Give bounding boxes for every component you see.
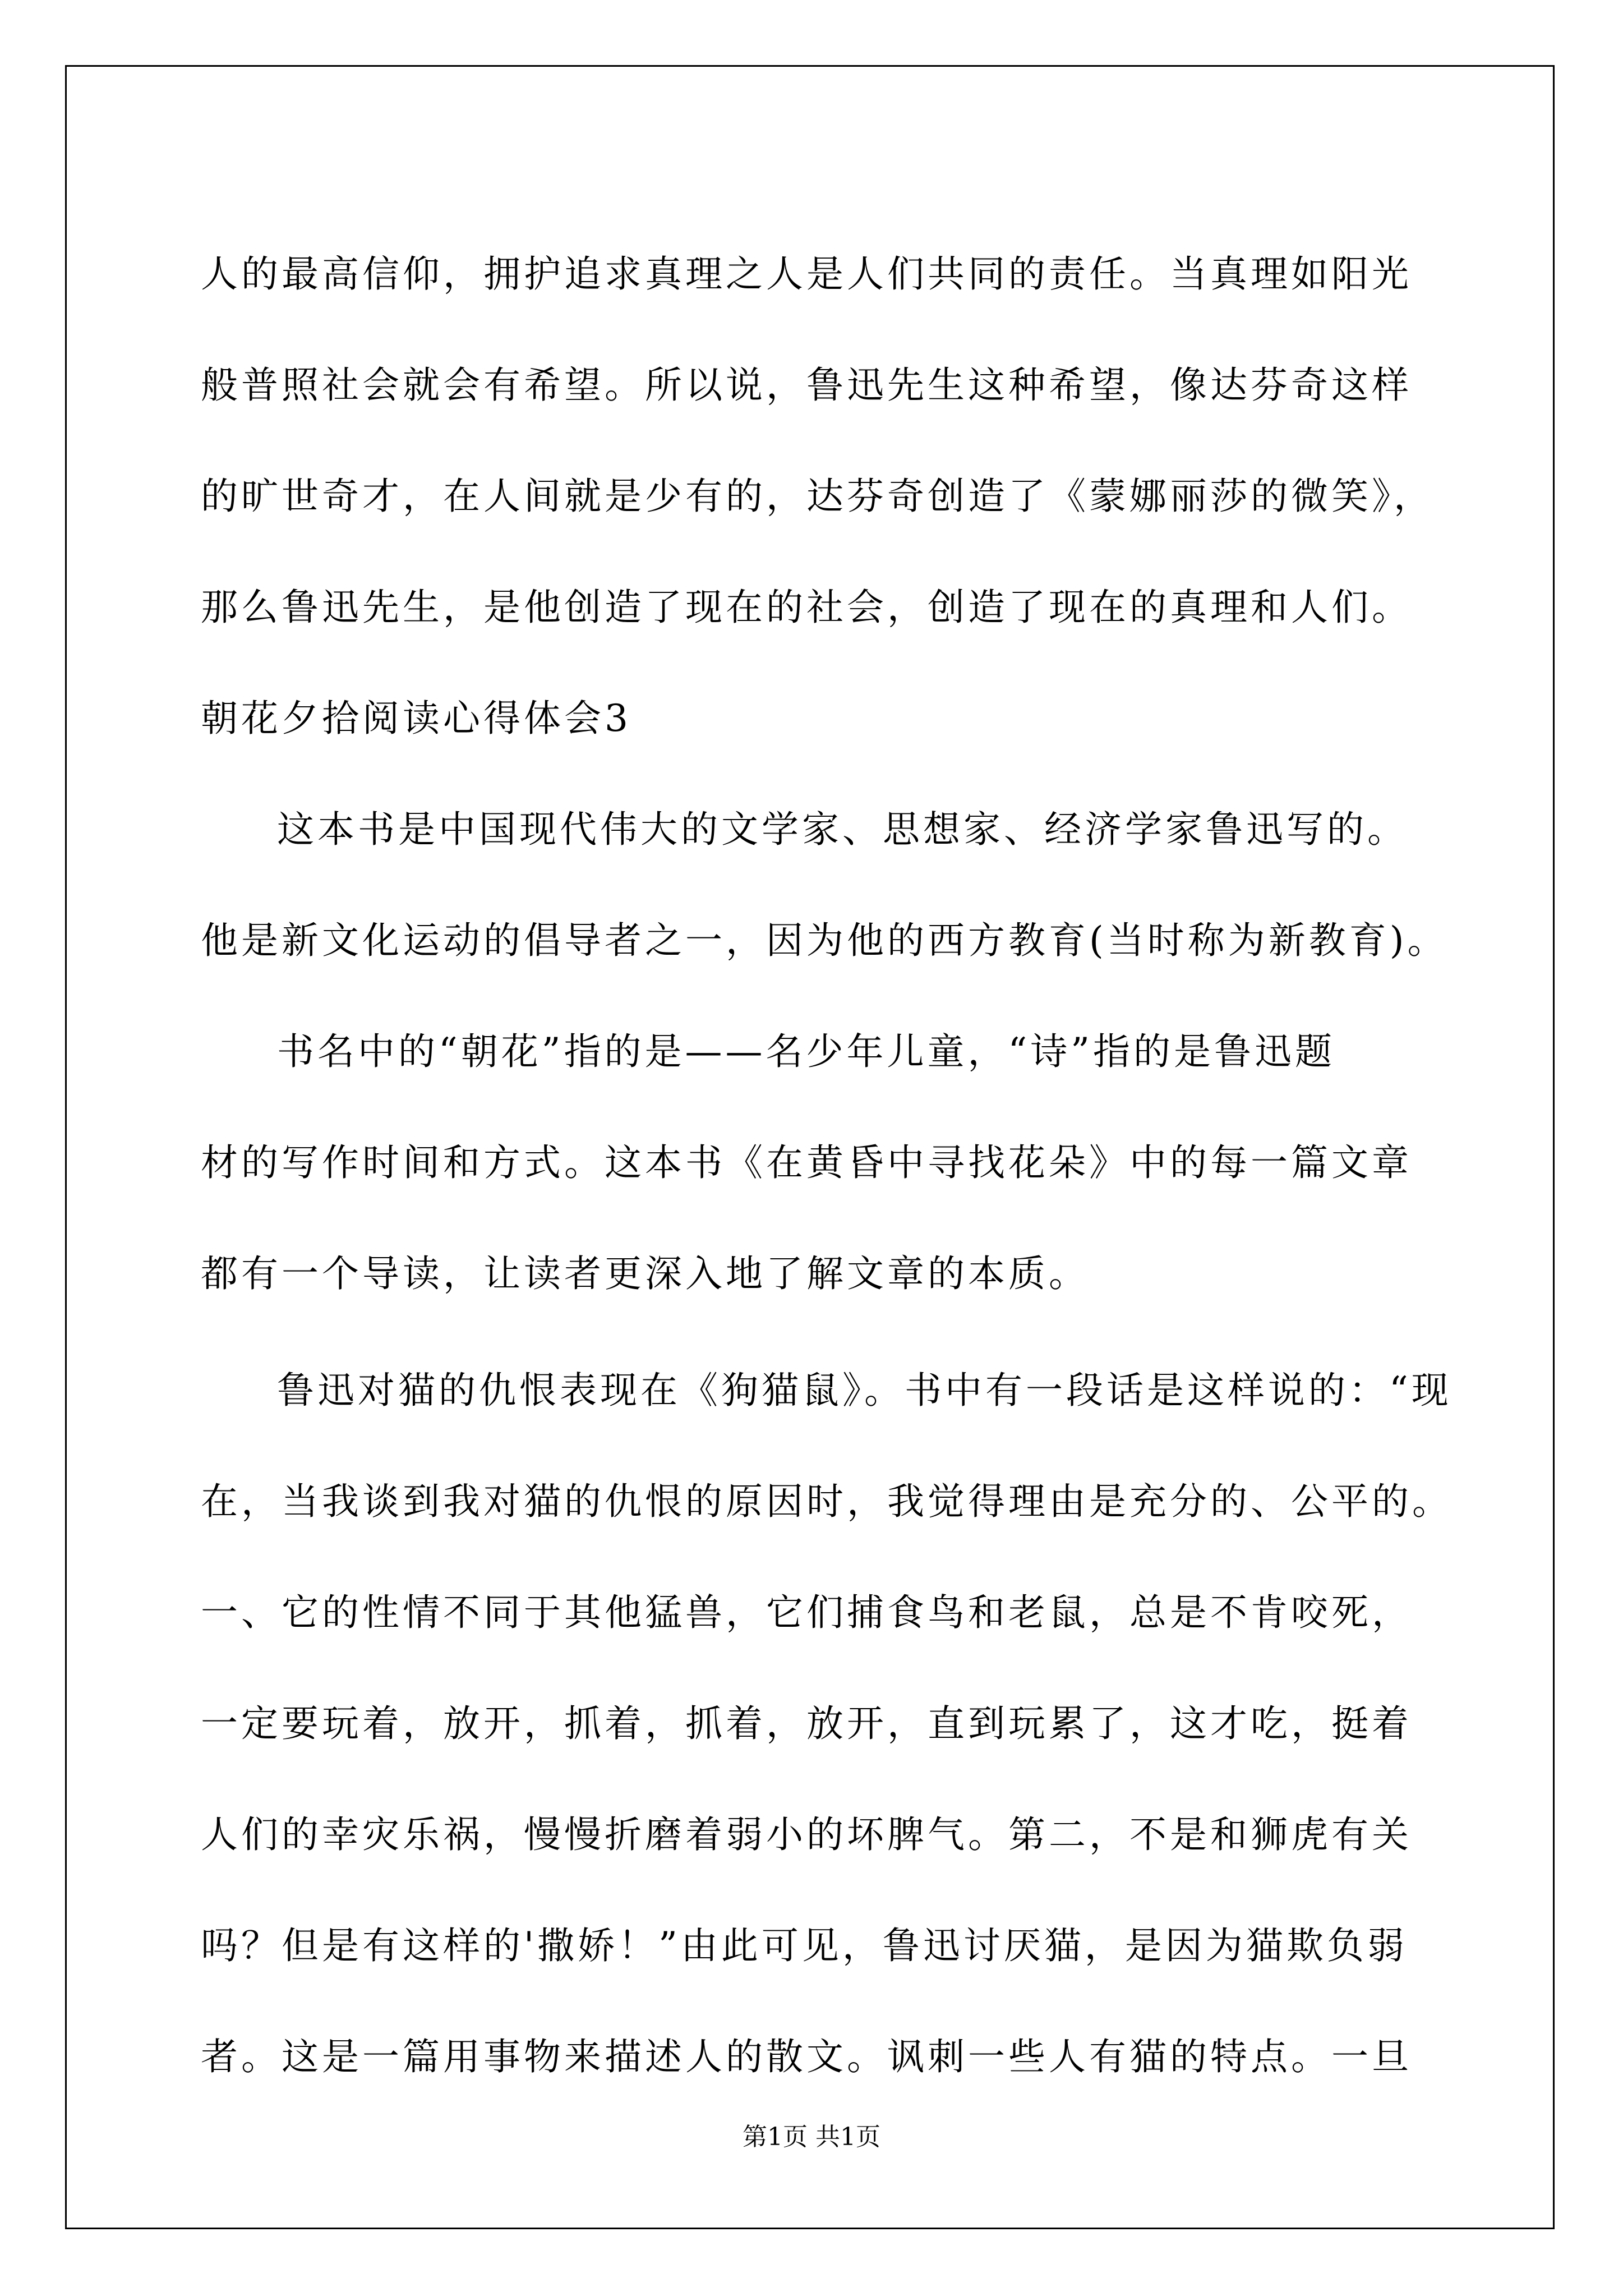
paragraph-start: 书名中的“朝花”指的是——名少年儿童，“诗”指的是鲁迅题 bbox=[277, 1030, 1335, 1073]
text-line: 者。这是一篇用事物来描述人的散文。讽刺一些人有猫的特点。一旦 bbox=[201, 2035, 1412, 2078]
page-footer: 第1页 共1页 bbox=[743, 2123, 880, 2151]
text-line: 人们的幸灾乐祸，慢慢折磨着弱小的坏脾气。第二，不是和狮虎有关 bbox=[201, 1813, 1412, 1856]
text-line: 人的最高信仰，拥护追求真理之人是人们共同的责任。当真理如阳光 bbox=[201, 252, 1412, 296]
paragraph-start: 鲁迅对猫的仇恨表现在《狗猫鼠》。书中有一段话是这样说的：“现 bbox=[277, 1369, 1452, 1412]
text-line: 一、它的性情不同于其他猛兽，它们捕食鸟和老鼠，总是不肯咬死， bbox=[201, 1591, 1412, 1634]
text-line: 他是新文化运动的倡导者之一，因为他的西方教育(当时称为新教育)。 bbox=[201, 919, 1448, 962]
text-line: 吗？但是有这样的'撒娇！”由此可见，鲁迅讨厌猫，是因为猫欺负弱 bbox=[201, 1924, 1408, 1967]
text-line: 都有一个导读，让读者更深入地了解文章的本质。 bbox=[201, 1252, 1089, 1295]
text-line: 那么鲁迅先生，是他创造了现在的社会，创造了现在的真理和人们。 bbox=[201, 586, 1412, 629]
text-line: 的旷世奇才，在人间就是少有的，达芬奇创造了《蒙娜丽莎的微笑》， bbox=[201, 475, 1434, 518]
text-line: 般普照社会就会有希望。所以说，鲁迅先生这种希望，像达芬奇这样 bbox=[201, 364, 1412, 407]
text-line: 在，当我谈到我对猫的仇恨的原因时，我觉得理由是充分的、公平的。 bbox=[201, 1480, 1453, 1523]
section-heading: 朝花夕拾阅读心得体会3 bbox=[201, 697, 631, 740]
text-line: 一定要玩着，放开，抓着，抓着，放开，直到玩累了，这才吃，挺着 bbox=[201, 1702, 1412, 1745]
text-line: 材的写作时间和方式。这本书《在黄昏中寻找花朵》中的每一篇文章 bbox=[201, 1141, 1412, 1184]
document-body bbox=[201, 219, 1453, 2113]
paragraph-start: 这本书是中国现代伟大的文学家、思想家、经济学家鲁迅写的。 bbox=[277, 808, 1408, 851]
